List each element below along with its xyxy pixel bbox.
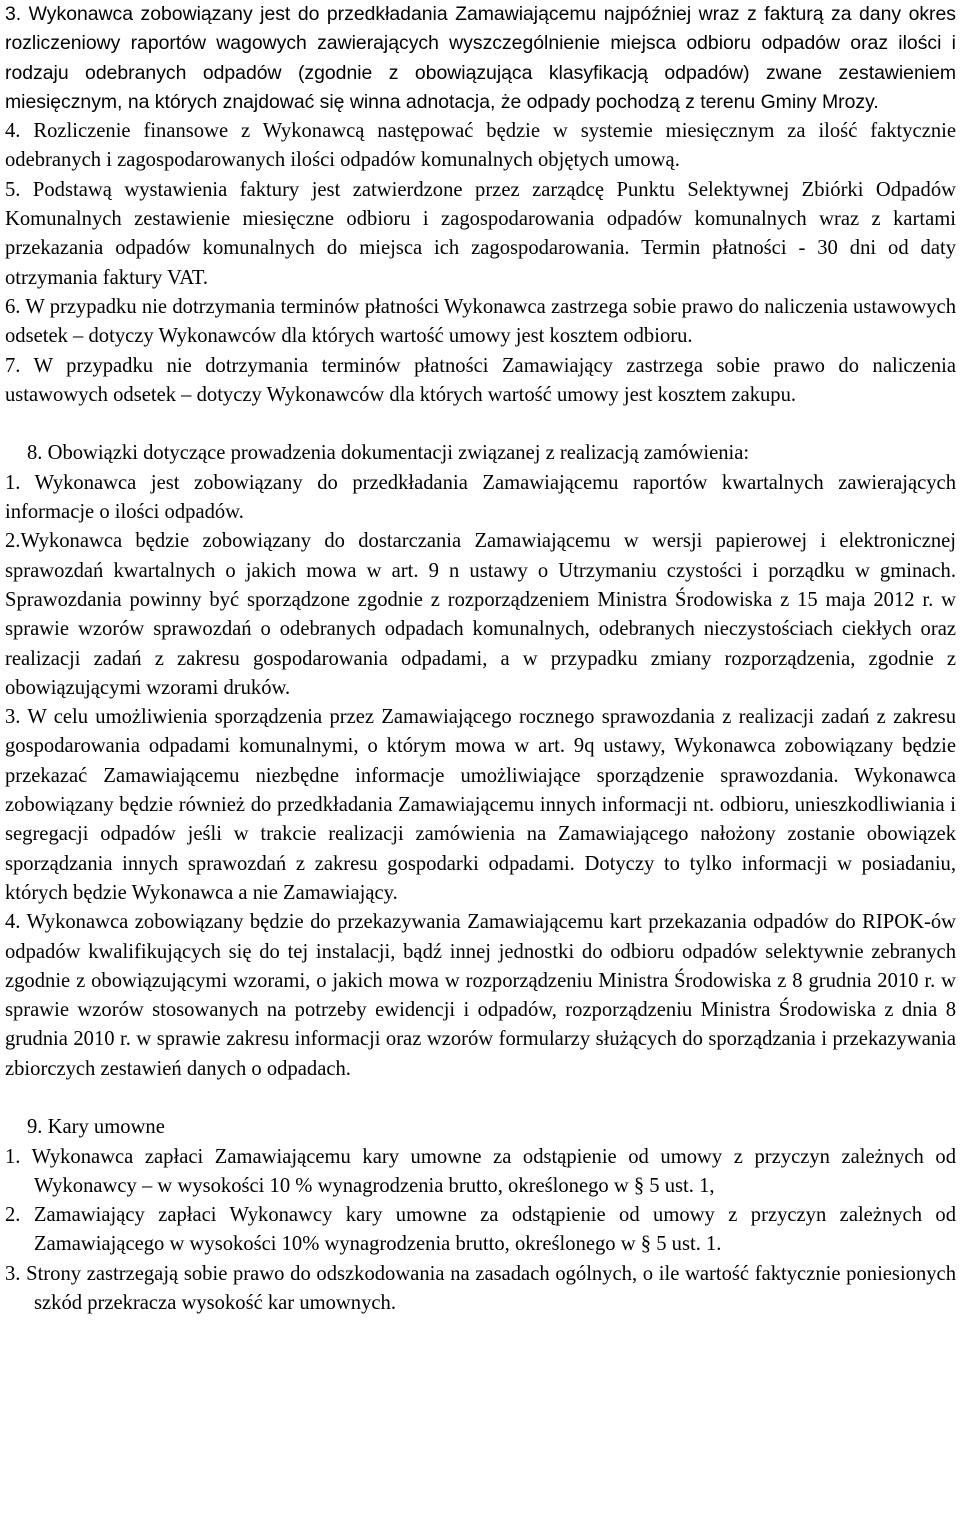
paragraph-6: 6. W przypadku nie dotrzymania terminów płatności Wykonawca zastrzega sobie prawo do naliczenia ustawowych odsetek – dotyczy Wykonawców dla których wartość umowy jest kosztem odbioru. [5,295,956,348]
document-page [5,0,956,1318]
paragraph-3: 3. Wykonawca zobowiązany jest do przedkładania Zamawiającemu najpóźniej wraz z fakturą za dany okres rozliczeniowy raportów wagowych zawierających wyszczególnienie miejsca odbioru odpadów oraz ilości i rodzaju odebranych odpadów (zgodnie z obowiązująca klasyfikacją odpadów) zwane zestawieniem miesięcznym, na których znajdować się winna adnotacja, że odpady pochodzą z terenu Gminy Mrozy. [5,3,956,113]
section-spacer [5,1084,956,1113]
paragraph-4: 4. Rozliczenie finansowe z Wykonawcą następować będzie w systemie miesięcznym za ilość faktycznie odebranych i zagospodarowanych ilości odpadów komunalnych objętych umową. [5,120,956,172]
paragraph-7: 7. W przypadku nie dotrzymania terminów płatności Zamawiający zastrzega sobie prawo do naliczenia ustawowych odsetek – dotyczy Wykonawców dla których wartość umowy jest kosztem zakupu. [5,354,956,406]
section-8-heading: 8. Obowiązki dotyczące prowadzenia dokumentacji związanej z realizacją zamówienia: [27,442,750,465]
section-8-item-3: 3. W celu umożliwienia sporządzenia przez Zamawiającego rocznego sprawozdania z realizacji zadań z zakresu gospodarowania odpadami komunalnymi, o którym mowa w art. 9q ustawy, Wykonawca zobowiązany będzie przekazać Zamawiającemu niezbędne informacje umożliwiające sporządzenie sprawozdania. Wykonawca zobowiązany będzie również do przedkładania Zamawiającemu innych informacji nt. odbioru, unieszkodliwiania i segregacji odpadów jeśli w trakcie realizacji zamówienia na Zamawiającego nałożony zostanie obowiązek sporządzania innych sprawozdań z zakresu gospodarki odpadami. Dotyczy to tylko informacji w posiadaniu, których będzie Wykonawca a nie Zamawiający. [5,706,956,904]
section-9-heading: 9. Kary umowne [27,1116,165,1139]
section-9-item-2: 2. Zamawiający zapłaci Wykonawcy kary umowne za odstąpienie od umowy z przyczyn zależnych od Zamawiającego w wysokości 10% wynagrodzenia brutto, określonego w § 5 ust. 1. [5,1204,956,1256]
paragraph-5: 5. Podstawą wystawienia faktury jest zatwierdzone przez zarządcę Punktu Selektywnej Zbiórki Odpadów Komunalnych zestawienie miesięczne odbioru i zagospodarowania odpadów komunalnych wraz z kartami przekazania odpadów komunalnych do miejsca ich zagospodarowania. Termin płatności - 30 dni od daty otrzymania faktury VAT. [5,178,956,289]
section-spacer [5,410,956,439]
section-9-item-3: 3. Strony zastrzegają sobie prawo do odszkodowania na zasadach ogólnych, o ile wartość faktycznie poniesionych szkód przekracza wysokość kar umownych. [5,1262,956,1315]
section-8-item-1: 1. Wykonawca jest zobowiązany do przedkładania Zamawiającemu raportów kwartalnych zawierających informacje o ilości odpadów. [5,471,956,524]
section-9-item-1: 1. Wykonawca zapłaci Zamawiającemu kary umowne za odstąpienie od umowy z przyczyn zależnych od Wykonawcy – w wysokości 10 % wynagrodzenia brutto, określonego w § 5 ust. 1, [5,1145,956,1197]
section-8-item-4: 4. Wykonawca zobowiązany będzie do przekazywania Zamawiającemu kart przekazania odpadów do RIPOK-ów odpadów kwalifikujących się do tej instalacji, bądź innej jednostki do odbioru odpadów selektywnie zebranych zgodnie z obowiązującymi wzorami, o jakich mowa w rozporządzeniu Ministra Środowiska z 8 grudnia 2010 r. w sprawie wzorów stosowanych na potrzeby ewidencji i odpadów, rozporządzeniu Ministra Środowiska z dnia 8 grudnia 2010 r. w sprawie zakresu informacji oraz wzorów formularzy służących do sporządzania i przekazywania zbiorczych zestawień danych o odpadach. [5,911,956,1080]
section-8-item-2: 2.Wykonawca będzie zobowiązany do dostarczania Zamawiającemu w wersji papierowej i elektronicznej sprawozdań kwartalnych o jakich mowa w art. 9 n ustawy o Utrzymaniu czystości i porządku w gminach. Sprawozdania powinny być sporządzone zgodnie z rozporządzeniem Ministra Środowiska z 15 maja 2012 r. w sprawie wzorów sprawozdań o odebranych odpadach komunalnych, odebranych nieczystościach ciekłych oraz realizacji zadań z zakresu gospodarowania odpadami, a w przypadku zmiany rozporządzenia, zgodnie z obowiązującymi wzorami druków. [5,530,956,699]
